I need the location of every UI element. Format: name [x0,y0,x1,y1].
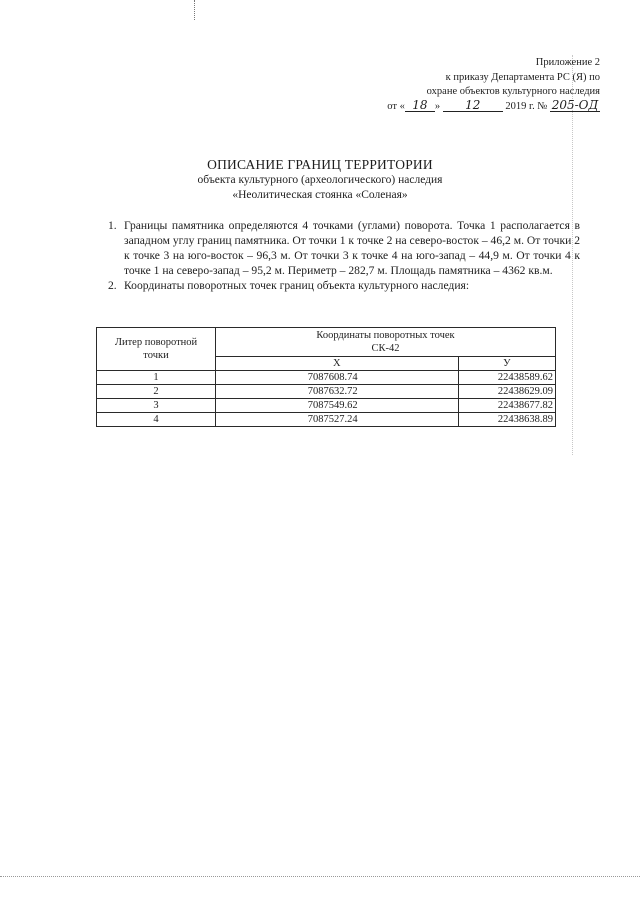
cell-point: 1 [97,371,216,385]
list-item-number: 2. [108,279,117,292]
scan-fold-line [194,0,195,20]
annex-year: 2019 г. № [505,100,548,112]
table-row [97,413,556,427]
list-item [110,218,580,278]
document-subtitle: объекта культурного (археологического) наследия [197,174,443,186]
annex-header [387,56,600,114]
annex-title: Приложение 2 [535,57,600,68]
site-name: «Неолитическая стоянка «Соленая» [232,189,408,201]
cell-y: 22438629.09 [458,385,555,399]
cell-point: 2 [97,385,216,399]
scan-bottom-line [0,876,640,877]
cell-y: 22438589.62 [458,371,555,385]
annex-number: 205-ОД [551,97,599,112]
list-item-text: Координаты поворотных точек границ объекта культурного наследия: [124,279,470,292]
cell-point: 3 [97,399,216,413]
annex-department: охране объектов культурного наследия [426,86,600,97]
cell-y: 22438677.82 [458,399,555,413]
table-row [97,385,556,399]
table-header-row [97,328,556,357]
cell-x: 7087632.72 [216,385,459,399]
table-row [97,399,556,413]
annex-day: 18 [405,100,435,112]
cell-x: 7087549.62 [216,399,459,413]
document-title: ОПИСАНИЕ ГРАНИЦ ТЕРРИТОРИИ [207,157,433,172]
header-y: У [458,357,555,371]
annex-date-mid: » [434,100,441,112]
annex-date-prefix: от « [387,100,405,112]
cell-point: 4 [97,413,216,427]
cell-x: 7087527.24 [216,413,459,427]
list-item-text: Границы памятника определяются 4 точками (углами) поворота. Точка 1 располагается в западном углу границ памятника. От точки 1 к точке 2 на северо-восток – 46,2 м. От точки 2 к точке 3 на юго-восток – 96,3 м. От точки 3 к точке 4 на юго-запад – 44,9 м. От точки 4 к точке 1 на северо-запад – 95,2 м. Периметр – 282,7 м. Площадь памятника – 4362 кв.м. [124,219,580,277]
table-row [97,371,556,385]
annex-month: 12 [443,100,503,112]
annex-order-ref: к приказу Департамента РС (Я) по [445,71,600,83]
document-title-block [0,156,640,203]
list-item-number: 1. [108,219,117,232]
header-point-label: Литер поворотной точки [97,328,216,371]
header-x: X [216,357,459,371]
document-body [110,218,580,293]
coordinates-table [96,327,556,427]
annex-date-line [387,97,600,115]
header-coordinates-group: Координаты поворотных точек СК-42 [216,328,556,357]
cell-x: 7087608.74 [216,371,459,385]
list-item [110,278,580,293]
cell-y: 22438638.89 [458,413,555,427]
